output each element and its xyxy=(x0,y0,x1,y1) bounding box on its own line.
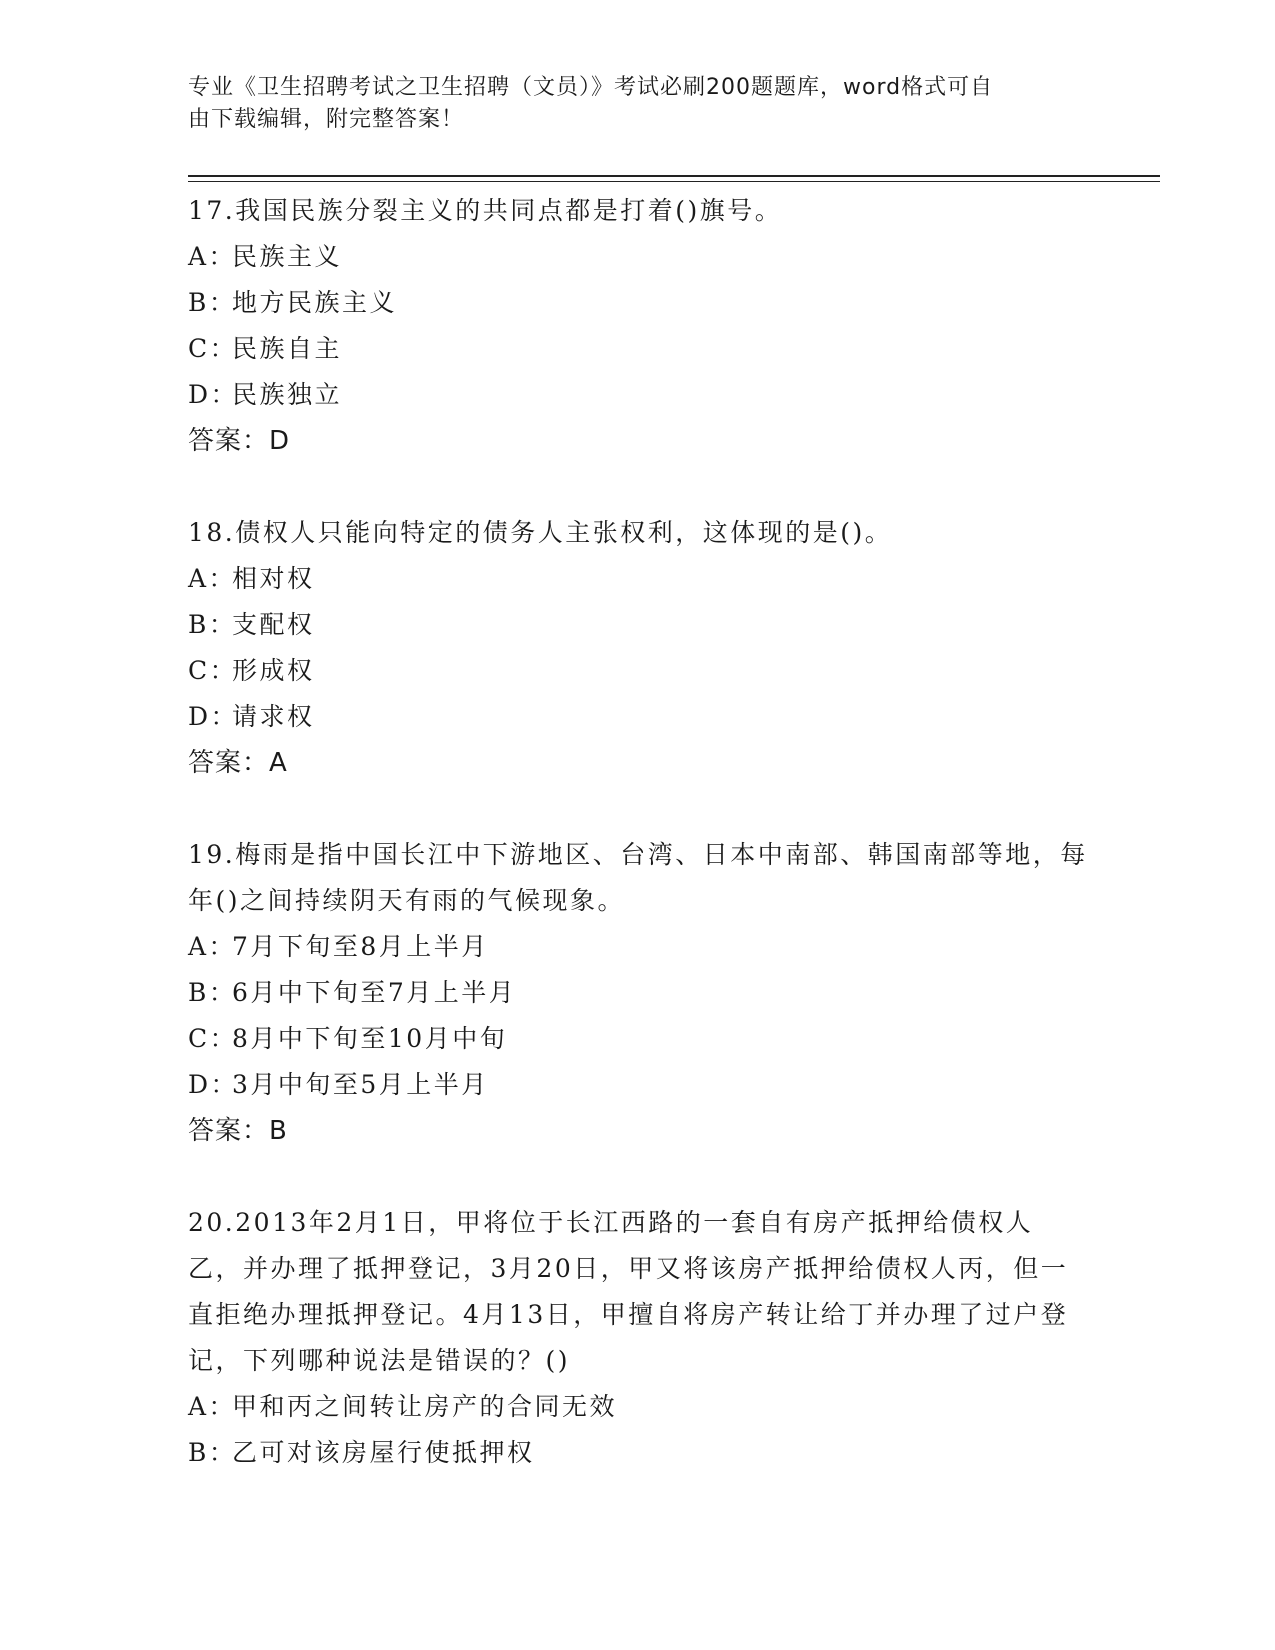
answer-label: 答案：D xyxy=(188,426,291,456)
header-line-2: 由下载编辑，附完整答案！ xyxy=(188,107,465,132)
option-letter: C： xyxy=(188,656,238,685)
option-b xyxy=(188,970,1088,1016)
option-text: 支配权 xyxy=(232,610,315,639)
option-text: 6月中下旬至7月上半月 xyxy=(232,978,517,1007)
answer-label: 答案：A xyxy=(188,748,288,778)
question-19 xyxy=(188,832,1088,1154)
question-stem: 18.债权人只能向特定的债务人主张权利，这体现的是()。 xyxy=(188,518,893,547)
option-text: 民族独立 xyxy=(232,380,343,409)
option-text: 8月中下旬至10月中旬 xyxy=(232,1024,508,1053)
header-divider-thick xyxy=(188,175,1160,177)
question-stem: 20.2013年2月1日，甲将位于长江西路的一套自有房产抵押给债权人乙，并办理了抵押登记，3月20日，甲又将该房产抵押给债权人丙，但一直拒绝办理抵押登记。4月13日，甲擅自将房产转让给丁并办理了过户登记，下列哪种说法是错误的？() xyxy=(188,1208,1069,1375)
question-list xyxy=(188,188,1088,1522)
option-letter: B： xyxy=(188,610,237,639)
option-letter: D： xyxy=(188,702,239,731)
option-c xyxy=(188,326,1088,372)
option-text: 相对权 xyxy=(232,564,315,593)
option-letter: B： xyxy=(188,1438,237,1467)
option-c xyxy=(188,1016,1088,1062)
option-text: 形成权 xyxy=(232,656,315,685)
option-text: 乙可对该房屋行使抵押权 xyxy=(232,1438,535,1467)
option-letter: A： xyxy=(188,932,237,961)
option-d xyxy=(188,1062,1088,1108)
option-letter: B： xyxy=(188,978,237,1007)
option-text: 请求权 xyxy=(232,702,315,731)
question-stem: 17.我国民族分裂主义的共同点都是打着()旗号。 xyxy=(188,196,783,225)
option-d xyxy=(188,694,1088,740)
option-d xyxy=(188,372,1088,418)
header-divider-thin xyxy=(188,181,1160,182)
option-letter: D： xyxy=(188,380,239,409)
question-20 xyxy=(188,1200,1088,1476)
option-text: 7月下旬至8月上半月 xyxy=(232,932,489,961)
option-b xyxy=(188,1430,1088,1476)
option-text: 甲和丙之间转让房产的合同无效 xyxy=(232,1392,618,1421)
question-17 xyxy=(188,188,1088,464)
option-text: 3月中旬至5月上半月 xyxy=(232,1070,489,1099)
option-letter: C： xyxy=(188,334,238,363)
option-b xyxy=(188,280,1088,326)
option-a xyxy=(188,556,1088,602)
option-a xyxy=(188,1384,1088,1430)
answer-label: 答案：B xyxy=(188,1116,288,1146)
option-letter: A： xyxy=(188,1392,237,1421)
option-b xyxy=(188,602,1088,648)
question-stem: 19.梅雨是指中国长江中下游地区、台湾、日本中南部、韩国南部等地，每年()之间持续阴天有雨的气候现象。 xyxy=(188,840,1088,915)
option-letter: A： xyxy=(188,564,237,593)
option-letter: D： xyxy=(188,1070,239,1099)
question-18 xyxy=(188,510,1088,786)
option-letter: C： xyxy=(188,1024,238,1053)
option-a xyxy=(188,234,1088,280)
option-text: 地方民族主义 xyxy=(232,288,398,317)
option-c xyxy=(188,648,1088,694)
option-text: 民族主义 xyxy=(232,242,343,271)
header-line-1: 专业《卫生招聘考试之卫生招聘（文员）》考试必刷200题题库，word格式可自 xyxy=(188,75,994,100)
option-letter: A： xyxy=(188,242,237,271)
option-letter: B： xyxy=(188,288,237,317)
option-text: 民族自主 xyxy=(232,334,343,363)
document-header xyxy=(188,72,1088,136)
option-a xyxy=(188,924,1088,970)
